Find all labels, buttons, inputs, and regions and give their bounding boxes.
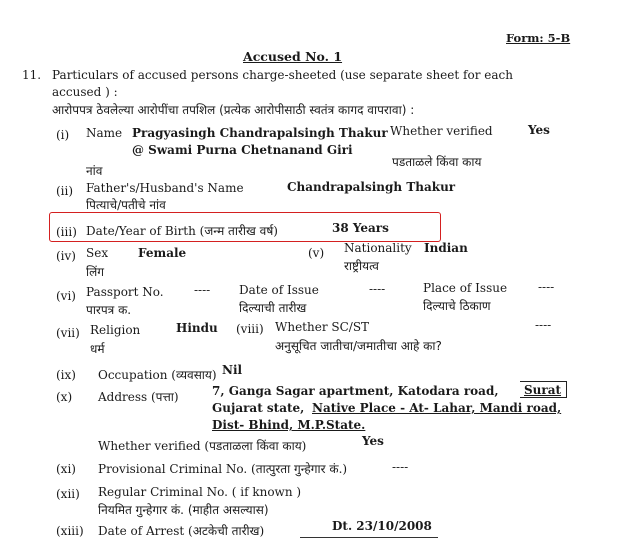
address-line2a: Gujarat state, bbox=[212, 401, 305, 415]
provisional-value: ---- bbox=[392, 460, 409, 474]
name-marathi-verified: पडताळले किंवा काय bbox=[392, 155, 482, 169]
regular-criminal-label: Regular Criminal No. ( if known ) bbox=[98, 485, 302, 499]
address-verified-label: Whether verified (पडताळला किंवा काय) bbox=[98, 439, 307, 453]
father-name-marathi: पित्याचे/पतीचे नांव bbox=[86, 198, 166, 212]
issue-place-value: ---- bbox=[538, 280, 555, 294]
arrest-label: Date of Arrest (अटकेची तारीख) bbox=[98, 524, 265, 538]
issue-date-label: Date of Issue bbox=[239, 283, 319, 297]
sex-marathi: लिंग bbox=[86, 265, 105, 279]
surat-bracket bbox=[520, 381, 567, 398]
item11-line2: accused ) : bbox=[52, 85, 118, 99]
scst-value: ---- bbox=[535, 318, 552, 332]
item-number: 11. bbox=[22, 68, 42, 82]
name-verified-label: Whether verified bbox=[390, 124, 493, 138]
nationality-marathi: राष्ट्रीयत्व bbox=[344, 259, 379, 273]
passport-label: Passport No. bbox=[86, 285, 164, 299]
issue-date-marathi: दिल्याची तारीख bbox=[239, 301, 307, 315]
religion-label: Religion bbox=[90, 323, 141, 337]
field-num-x: (x) bbox=[56, 390, 73, 404]
address-surat: Surat bbox=[524, 383, 562, 397]
field-num-xiii: (xiii) bbox=[56, 524, 84, 538]
provisional-label: Provisional Criminal No. (तात्पुरता गुन्हेगार कं.) bbox=[98, 462, 348, 476]
religion-marathi: धर्म bbox=[90, 342, 105, 356]
name-marathi-label: नांव bbox=[86, 164, 103, 178]
field-num-viii: (viii) bbox=[236, 322, 264, 336]
address-line1: 7, Ganga Sagar apartment, Katodara road, bbox=[212, 384, 499, 398]
father-name-value: Chandrapalsingh Thakur bbox=[287, 180, 456, 194]
address-line3: Dist- Bhind, M.P.State. bbox=[212, 418, 366, 432]
dob-label: Date/Year of Birth (जन्म तारीख वर्ष) bbox=[86, 224, 278, 238]
field-num-ix: (ix) bbox=[56, 368, 76, 382]
passport-marathi: पारपत्र क. bbox=[86, 303, 132, 317]
nationality-label: Nationality bbox=[344, 241, 412, 255]
issue-date-value: ---- bbox=[369, 282, 386, 296]
field-num-xi: (xi) bbox=[56, 462, 76, 476]
address-label: Address (पत्ता) bbox=[98, 390, 179, 404]
field-num-i: (i) bbox=[56, 128, 70, 142]
scst-marathi: अनुसूचित जातीचा/जमातीचा आहे का? bbox=[275, 339, 442, 353]
field-num-v: (v) bbox=[308, 246, 325, 260]
field-num-iv: (iv) bbox=[56, 249, 76, 263]
item11-line1: Particulars of accused persons charge-sheeted (use separate sheet for each bbox=[52, 68, 513, 82]
sex-value: Female bbox=[138, 246, 187, 260]
nationality-value: Indian bbox=[424, 241, 468, 255]
item11-marathi: आरोपपत्र ठेवलेल्या आरोपींचा तपशिल (प्रत्येक आरोपीसाठी स्वतंत्र कागद वापरावा) : bbox=[52, 103, 415, 117]
field-num-ii: (ii) bbox=[56, 184, 74, 198]
regular-criminal-marathi: नियमित गुन्हेगार कं. (माहीत असल्यास) bbox=[98, 503, 269, 517]
field-num-xii: (xii) bbox=[56, 487, 80, 501]
occupation-label: Occupation (व्यवसाय) bbox=[98, 368, 217, 382]
name-label: Name bbox=[86, 126, 123, 140]
dob-value: 38 Years bbox=[332, 221, 389, 235]
arrest-underline bbox=[300, 537, 438, 538]
occupation-value: Nil bbox=[222, 363, 243, 377]
issue-place-marathi: दिल्याचे ठिकाण bbox=[423, 299, 491, 313]
scst-label: Whether SC/ST bbox=[275, 320, 370, 334]
name-verified-value: Yes bbox=[528, 123, 550, 137]
address-line2b: Native Place - At- Lahar, Mandi road, bbox=[312, 401, 562, 415]
passport-value: ---- bbox=[194, 283, 211, 297]
field-num-iii: (iii) bbox=[56, 225, 77, 239]
address-verified-value: Yes bbox=[362, 434, 384, 448]
religion-value: Hindu bbox=[176, 321, 218, 335]
accused-heading: Accused No. 1 bbox=[243, 49, 343, 64]
field-num-vi: (vi) bbox=[56, 289, 76, 303]
arrest-value: Dt. 23/10/2008 bbox=[332, 519, 432, 533]
name-value-line2: @ Swami Purna Chetnanand Giri bbox=[132, 143, 353, 157]
name-value-line1: Pragyasingh Chandrapalsingh Thakur bbox=[132, 126, 388, 140]
father-name-label: Father's/Husband's Name bbox=[86, 181, 244, 195]
field-num-vii: (vii) bbox=[56, 326, 80, 340]
issue-place-label: Place of Issue bbox=[423, 281, 508, 295]
form-label: Form: 5-B bbox=[506, 31, 571, 45]
sex-label: Sex bbox=[86, 246, 109, 260]
